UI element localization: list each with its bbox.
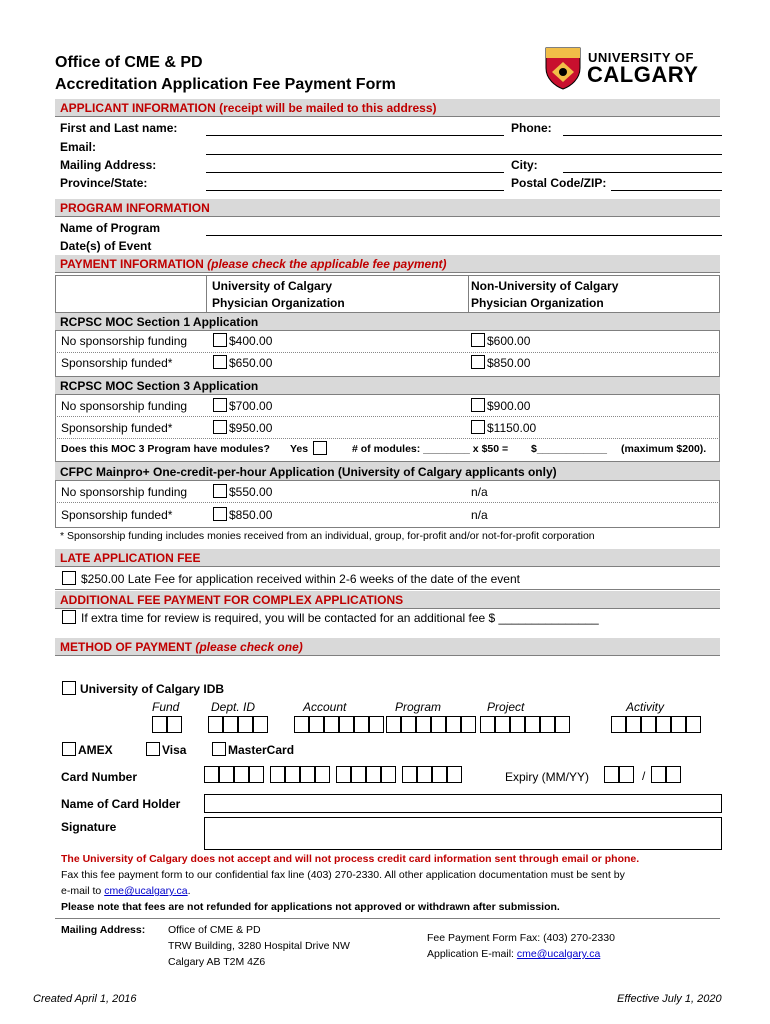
fax-suffix: . [187,885,191,897]
additional-fee-text: If extra time for review is required, you will be contacted for an additional fee $ _______________ [81,611,599,625]
card-holder-label: Name of Card Holder [61,797,181,811]
visa-checkbox[interactable] [146,742,160,756]
s1-row2-label: Sponsorship funded* [61,356,173,370]
late-fee-checkbox[interactable] [62,571,76,585]
s1-row1-label: No sponsorship funding [61,334,188,348]
idb-code-cell[interactable] [540,716,555,733]
visa-label: Visa [162,743,187,757]
logo-line-2: CALGARY [587,62,699,87]
idb-code-cell[interactable] [309,716,324,733]
applicant-section-title: APPLICANT INFORMATION (receipt will be mailed to this address) [60,101,437,115]
cfpc-row2-label: Sponsorship funded* [61,508,173,522]
s3-title: RCPSC MOC Section 3 Application [60,379,259,393]
s1-row1-uc-checkbox[interactable] [213,333,227,347]
fax-email-link[interactable]: cme@ucalgary.ca [104,885,188,897]
program-section-title: PROGRAM INFORMATION [60,201,210,215]
additional-fee-checkbox[interactable] [62,610,76,624]
idb-code-cell[interactable] [525,716,540,733]
idb-code-cell[interactable] [626,716,641,733]
idb-code-cell[interactable] [238,716,253,733]
card-number-cell[interactable] [417,766,432,783]
form-title: Accreditation Application Fee Payment Form [55,76,396,93]
university-logo [544,46,699,92]
additional-section-header [55,591,720,609]
card-number-cell[interactable] [249,766,264,783]
card-number-cell[interactable] [285,766,300,783]
payment-section-note: (please check the applicable fee payment) [207,257,447,271]
activity-label: Activity [626,700,665,714]
card-number-cell[interactable] [366,766,381,783]
s1-row1-non-checkbox[interactable] [471,333,485,347]
card-number-cell[interactable] [402,766,417,783]
fax-instructions-line1: Fax this fee payment form to our confidential fax line (403) 270-2330. All other application documentation must be sent by [61,869,625,881]
s1-header-row [55,312,720,331]
effective-date: Effective July 1, 2020 [617,993,722,1005]
late-fee-text: $250.00 Late Fee for application received within 2-6 weeks of the date of the event [81,572,520,586]
s1-row2-non-checkbox[interactable] [471,355,485,369]
mailing-address-field[interactable] [206,172,504,173]
uc-idb-checkbox[interactable] [62,681,76,695]
cfpc-row1-non-fee: n/a [471,485,488,499]
idb-code-cell[interactable] [656,716,671,733]
city-label: City: [511,158,538,172]
mailing-line-2: TRW Building, 3280 Hospital Drive NW [168,940,350,952]
applicant-section-header [55,99,720,117]
expiry-year-cell[interactable] [666,766,681,783]
idb-code-cell[interactable] [686,716,701,733]
province-field[interactable] [206,190,504,191]
modules-yes-label: Yes [290,443,309,455]
program-name-field[interactable] [206,235,722,236]
modules-count-text: # of modules: ________ x $50 = [352,443,509,455]
s3-row1-label: No sponsorship funding [61,399,188,413]
method-section-title: METHOD OF PAYMENT [60,640,193,654]
s3-row2-non-fee: $1150.00 [487,421,537,435]
card-number-cell[interactable] [204,766,219,783]
signature-field[interactable] [204,817,722,850]
idb-code-cell[interactable] [167,716,182,733]
card-number-cell[interactable] [270,766,285,783]
idb-code-cell[interactable] [461,716,476,733]
additional-section-title: ADDITIONAL FEE PAYMENT FOR COMPLEX APPLICATIONS [60,593,404,607]
program-section-header [55,199,720,217]
uc-idb-label: University of Calgary IDB [80,682,225,696]
mastercard-label: MasterCard [228,743,295,757]
card-number-cell[interactable] [432,766,447,783]
postal-field[interactable] [611,190,722,191]
col-non-line2: Physician Organization [471,296,604,310]
idb-code-cell[interactable] [401,716,416,733]
idb-code-cell[interactable] [480,716,495,733]
s1-row2-uc-checkbox[interactable] [213,355,227,369]
s3-row2-uc-checkbox[interactable] [213,420,227,434]
crest-icon [544,46,582,90]
late-section-title: LATE APPLICATION FEE [60,551,201,565]
s1-title: RCPSC MOC Section 1 Application [60,315,259,329]
cfpc-row2-uc-checkbox[interactable] [213,507,227,521]
payment-section-header [55,255,720,273]
s3-row1-uc-checkbox[interactable] [213,398,227,412]
mailing-line-3: Calgary AB T2M 4Z6 [168,956,266,968]
method-section-header [55,638,720,656]
mailing-line-1: Office of CME & PD [168,924,261,936]
email-field[interactable] [206,154,722,155]
idb-code-cell[interactable] [416,716,431,733]
card-number-cell[interactable] [381,766,396,783]
footer-divider [55,918,720,919]
s1-row2-non-fee: $850.00 [487,356,531,370]
logo-line-1: UNIVERSITY OF [588,50,694,65]
mailing-label: Mailing Address: [61,924,146,936]
idb-code-cell[interactable] [294,716,309,733]
cfpc-row1-uc-fee: $550.00 [229,485,273,499]
idb-code-cell[interactable] [671,716,686,733]
fax-instructions-line2 [61,885,191,897]
s1-row1-uc-fee: $400.00 [229,334,273,348]
s3-row1-non-fee: $900.00 [487,399,531,413]
expiry-month-cell[interactable] [604,766,619,783]
province-label: Province/State: [60,176,148,190]
idb-code-cell[interactable] [495,716,510,733]
amex-label: AMEX [78,743,113,757]
card-number-cell[interactable] [447,766,462,783]
account-label: Account [303,700,347,714]
s3-row2-uc-fee: $950.00 [229,421,273,435]
idb-code-cell[interactable] [324,716,339,733]
s3-header-row [55,376,720,395]
amex-checkbox[interactable] [62,742,76,756]
method-section-note: (please check one) [195,640,303,654]
project-label: Project [487,700,525,714]
fax-number: Fee Payment Form Fax: (403) 270-2330 [427,932,615,944]
first-last-label: First and Last name: [60,121,178,135]
card-number-cell[interactable] [315,766,330,783]
idb-code-cell[interactable] [431,716,446,733]
idb-code-cell[interactable] [611,716,626,733]
fee-table-divider-2 [468,275,469,312]
payment-section-title: PAYMENT INFORMATION [60,257,204,271]
application-email-line [427,948,600,960]
idb-code-cell[interactable] [641,716,656,733]
phone-label: Phone: [511,121,552,135]
created-date: Created April 1, 2016 [33,993,137,1005]
application-email-prefix: Application E-mail: [427,948,517,960]
fax-prefix: e-mail to [61,885,105,897]
program-code-label: Program [395,700,442,714]
fund-label: Fund [152,700,180,714]
s3-row1-non-checkbox[interactable] [471,398,485,412]
method-section-title-wrap [60,640,303,654]
mailing-address-label: Mailing Address: [60,158,157,172]
refund-notice: Please note that fees are not refunded for applications not approved or withdrawn after submission. [61,901,560,913]
expiry-year-cell[interactable] [651,766,666,783]
cfpc-title: CFPC Mainpro+ One-credit-per-hour Application (University of Calgary applicants only) [60,465,557,479]
cfpc-row1-uc-checkbox[interactable] [213,484,227,498]
s3-row1-uc-fee: $700.00 [229,399,273,413]
idb-code-cell[interactable] [354,716,369,733]
cfpc-header-row [55,461,720,481]
idb-code-cell[interactable] [339,716,354,733]
postal-label: Postal Code/ZIP: [511,176,607,190]
application-email-link[interactable]: cme@ucalgary.ca [516,948,601,960]
idb-code-cell[interactable] [223,716,238,733]
program-name-label: Name of Program [60,221,161,235]
card-number-cell[interactable] [351,766,366,783]
cfpc-row2-uc-fee: $850.00 [229,508,273,522]
late-section-header [55,549,720,567]
idb-code-cell[interactable] [555,716,570,733]
cfpc-row2-non-fee: n/a [471,508,488,522]
idb-code-cell[interactable] [446,716,461,733]
first-last-field[interactable] [206,135,504,136]
credit-card-warning: The University of Calgary does not accept and will not process credit card information sent through email or phone. [61,853,640,865]
card-number-label: Card Number [61,770,138,784]
idb-code-cell[interactable] [369,716,384,733]
event-dates-label: Date(s) of Event [60,239,152,253]
idb-code-cell[interactable] [386,716,401,733]
s3-row2-non-checkbox[interactable] [471,420,485,434]
modules-amount-field[interactable]: $____________ [531,443,607,455]
s1-row2-uc-fee: $650.00 [229,356,273,370]
modules-max-text: (maximum $200). [621,443,707,455]
office-title: Office of CME & PD [55,54,203,71]
col-uc-line1: University of Calgary [212,279,333,293]
card-number-cell[interactable] [336,766,351,783]
sponsorship-footnote: * Sponsorship funding includes monies received from an individual, group, for-profit and/or not-for-profit corporation [60,530,595,542]
fee-table-divider-1 [206,275,207,312]
city-field[interactable] [563,172,722,173]
s1-row1-non-fee: $600.00 [487,334,531,348]
card-holder-field[interactable] [204,794,722,813]
card-number-cell[interactable] [219,766,234,783]
expiry-label: Expiry (MM/YY) [505,770,589,784]
cfpc-row1-label: No sponsorship funding [61,485,188,499]
idb-code-cell[interactable] [510,716,525,733]
card-number-cell[interactable] [234,766,249,783]
expiry-separator: / [642,769,646,783]
card-number-cell[interactable] [300,766,315,783]
modules-yes-checkbox[interactable] [313,441,327,455]
idb-code-cell[interactable] [253,716,268,733]
dept-id-label: Dept. ID [211,700,256,714]
idb-code-cell[interactable] [152,716,167,733]
idb-code-cell[interactable] [208,716,223,733]
modules-question: Does this MOC 3 Program have modules? [61,443,270,455]
signature-label: Signature [61,820,117,834]
email-label: Email: [60,140,97,154]
phone-field[interactable] [563,135,722,136]
col-non-line1: Non-University of Calgary [471,279,619,293]
expiry-month-cell[interactable] [619,766,634,783]
col-uc-line2: Physician Organization [212,296,345,310]
s3-row2-label: Sponsorship funded* [61,421,173,435]
mastercard-checkbox[interactable] [212,742,226,756]
payment-section-title-wrap [60,257,447,271]
